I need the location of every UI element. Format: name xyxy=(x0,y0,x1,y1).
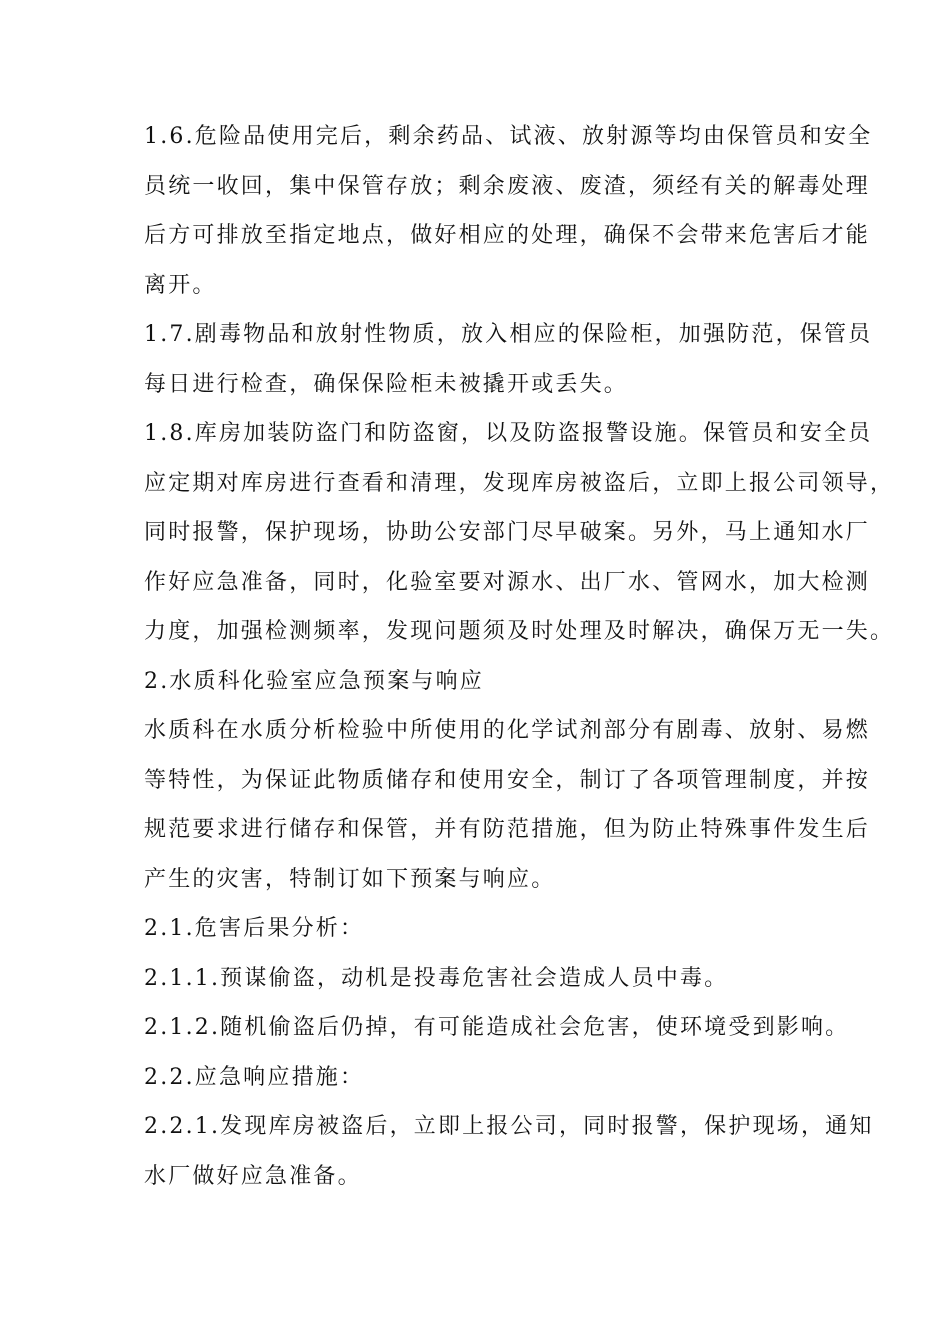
text-line: 力度，加强检测频率，发现问题须及时处理及时解决，确保万无一失。 xyxy=(144,619,895,644)
subsection-heading: 2.2.应急响应措施： xyxy=(144,1064,365,1090)
text-line: 1.7.剧毒物品和放射性物质，放入相应的保险柜，加强防范，保管员 xyxy=(144,322,873,347)
text-line: 作好应急准备，同时，化验室要对源水、出厂水、管网水，加大检测 xyxy=(144,569,871,595)
text-line: 等特性，为保证此物质储存和使用安全，制订了各项管理制度，并按 xyxy=(144,767,871,793)
text-line: 2.2.1.发现库房被盗后，立即上报公司，同时报警，保护现场，通知 xyxy=(144,1114,874,1139)
text-line: 后方可排放至指定地点，做好相应的处理，确保不会带来危害后才能 xyxy=(144,223,871,248)
text-line: 1.8.库房加装防盗门和防盗窗，以及防盗报警设施。保管员和安全员 xyxy=(144,421,873,446)
text-line: 每日进行检查，确保保险柜未被撬开或丢失。 xyxy=(144,371,629,397)
text-line: 产生的灾害，特制订如下预案与响应。 xyxy=(144,866,556,892)
document-body xyxy=(144,112,895,1201)
text-line: 水厂做好应急准备。 xyxy=(144,1163,362,1189)
text-line: 水质科在水质分析检验中所使用的化学试剂部分有剧毒、放射、易燃 xyxy=(144,718,871,743)
section-heading: 2.水质科化验室应急预案与响应 xyxy=(144,668,484,694)
text-line: 员统一收回，集中保管存放；剩余废液、废渣，须经有关的解毒处理 xyxy=(144,173,871,199)
text-line: 规范要求进行储存和保管，并有防范措施，但为防止特殊事件发生后 xyxy=(144,817,871,842)
text-line: 2.1.2.随机偷盗后仍掉，有可能造成社会危害，使环境受到影响。 xyxy=(144,1015,850,1040)
text-line: 同时报警，保护现场，协助公安部门尽早破案。另外，马上通知水厂 xyxy=(144,520,871,545)
text-line: 2.1.1.预谋偷盗，动机是投毒危害社会造成人员中毒。 xyxy=(144,965,729,991)
subsection-heading: 2.1.危害后果分析： xyxy=(144,916,365,941)
text-line: 1.6.危险品使用完后，剩余药品、试液、放射源等均由保管员和安全 xyxy=(144,124,873,149)
text-line: 离开。 xyxy=(144,272,217,298)
text-line: 应定期对库房进行查看和清理，发现库房被盗后，立即上报公司领导， xyxy=(144,470,895,496)
